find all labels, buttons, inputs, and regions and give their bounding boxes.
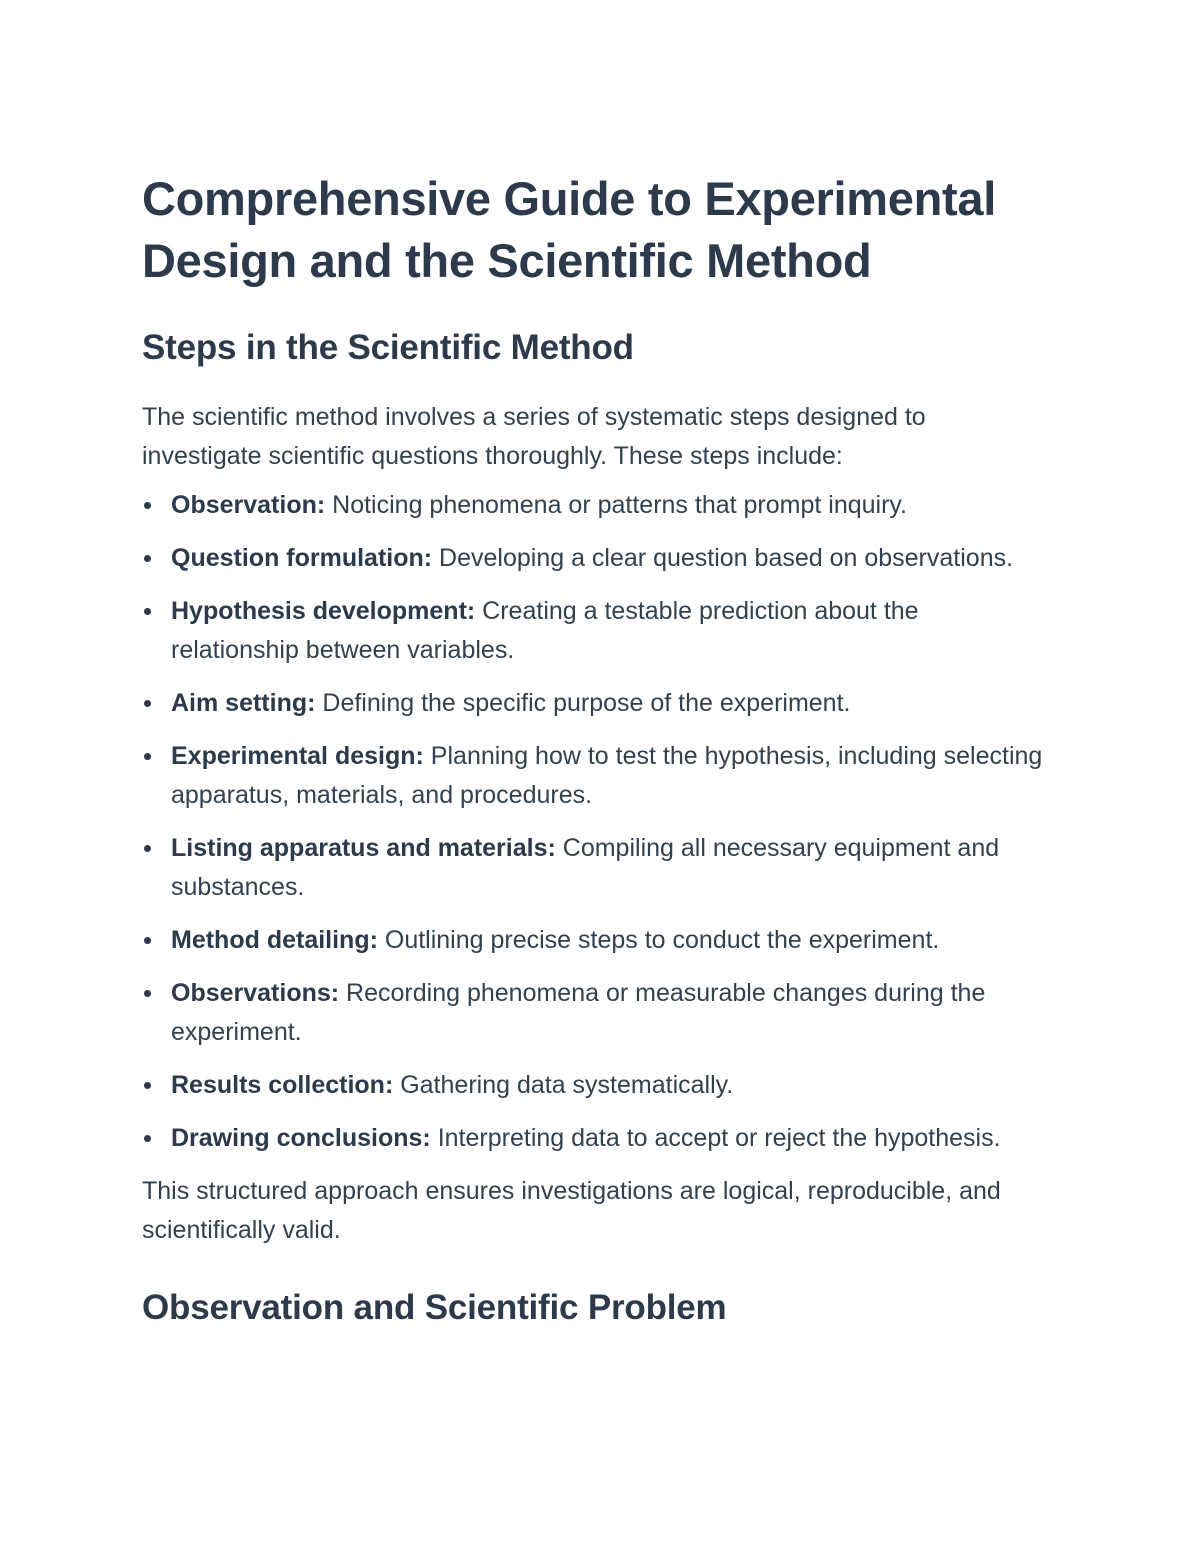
item-term: Observation: (171, 491, 326, 519)
steps-list (142, 486, 1047, 1158)
item-text: Compiling all necessary equipment and substances. (171, 834, 1000, 901)
list-item (142, 1066, 1047, 1105)
item-text: Noticing phenomena or patterns that prompt inquiry. (325, 491, 908, 519)
bullet-icon (144, 608, 151, 615)
bullet-icon (144, 502, 151, 509)
item-text: Outlining precise steps to conduct the experiment. (377, 926, 940, 954)
section-heading-observation: Observation and Scientific Problem (142, 1288, 727, 1327)
section-intro: The scientific method involves a series of systematic steps designed to investigate scientific questions thoroughly. These steps include: (142, 403, 926, 470)
list-item (142, 974, 1047, 1052)
item-text: Creating a testable prediction about the relationship between variables. (171, 597, 919, 664)
item-term: Aim setting: (171, 689, 316, 717)
item-term: Hypothesis development: (171, 597, 476, 625)
document-page (142, 168, 1047, 1330)
section-closing: This structured approach ensures investigations are logical, reproducible, and scientifically valid. (142, 1177, 1001, 1244)
item-term: Listing apparatus and materials: (171, 834, 556, 862)
bullet-icon (144, 753, 151, 760)
item-term: Results collection: (171, 1071, 394, 1099)
item-text: Defining the specific purpose of the experiment. (315, 689, 851, 717)
section-heading-steps: Steps in the Scientific Method (142, 328, 634, 367)
bullet-icon (144, 555, 151, 562)
item-term: Method detailing: (171, 926, 378, 954)
list-item (142, 592, 1047, 670)
item-text: Developing a clear question based on observations. (432, 544, 1014, 572)
item-text: Planning how to test the hypothesis, including selecting apparatus, materials, and procedures. (171, 742, 1043, 809)
item-term: Question formulation: (171, 544, 433, 572)
list-item (142, 737, 1047, 815)
bullet-icon (144, 990, 151, 997)
item-term: Experimental design: (171, 742, 424, 770)
bullet-icon (144, 700, 151, 707)
item-term: Observations: (171, 979, 340, 1007)
item-text: Interpreting data to accept or reject the hypothesis. (430, 1124, 1001, 1152)
list-item (142, 921, 1047, 960)
item-term: Drawing conclusions: (171, 1124, 431, 1152)
bullet-icon (144, 1082, 151, 1089)
bullet-icon (144, 937, 151, 944)
item-text: Gathering data systematically. (393, 1071, 734, 1099)
list-item (142, 684, 1047, 723)
bullet-icon (144, 845, 151, 852)
list-item (142, 829, 1047, 907)
item-text: Recording phenomena or measurable changes during the experiment. (171, 979, 986, 1046)
list-item (142, 486, 1047, 525)
list-item (142, 1119, 1047, 1158)
bullet-icon (144, 1135, 151, 1142)
list-item (142, 539, 1047, 578)
document-title: Comprehensive Guide to Experimental Design and the Scientific Method (142, 172, 996, 287)
